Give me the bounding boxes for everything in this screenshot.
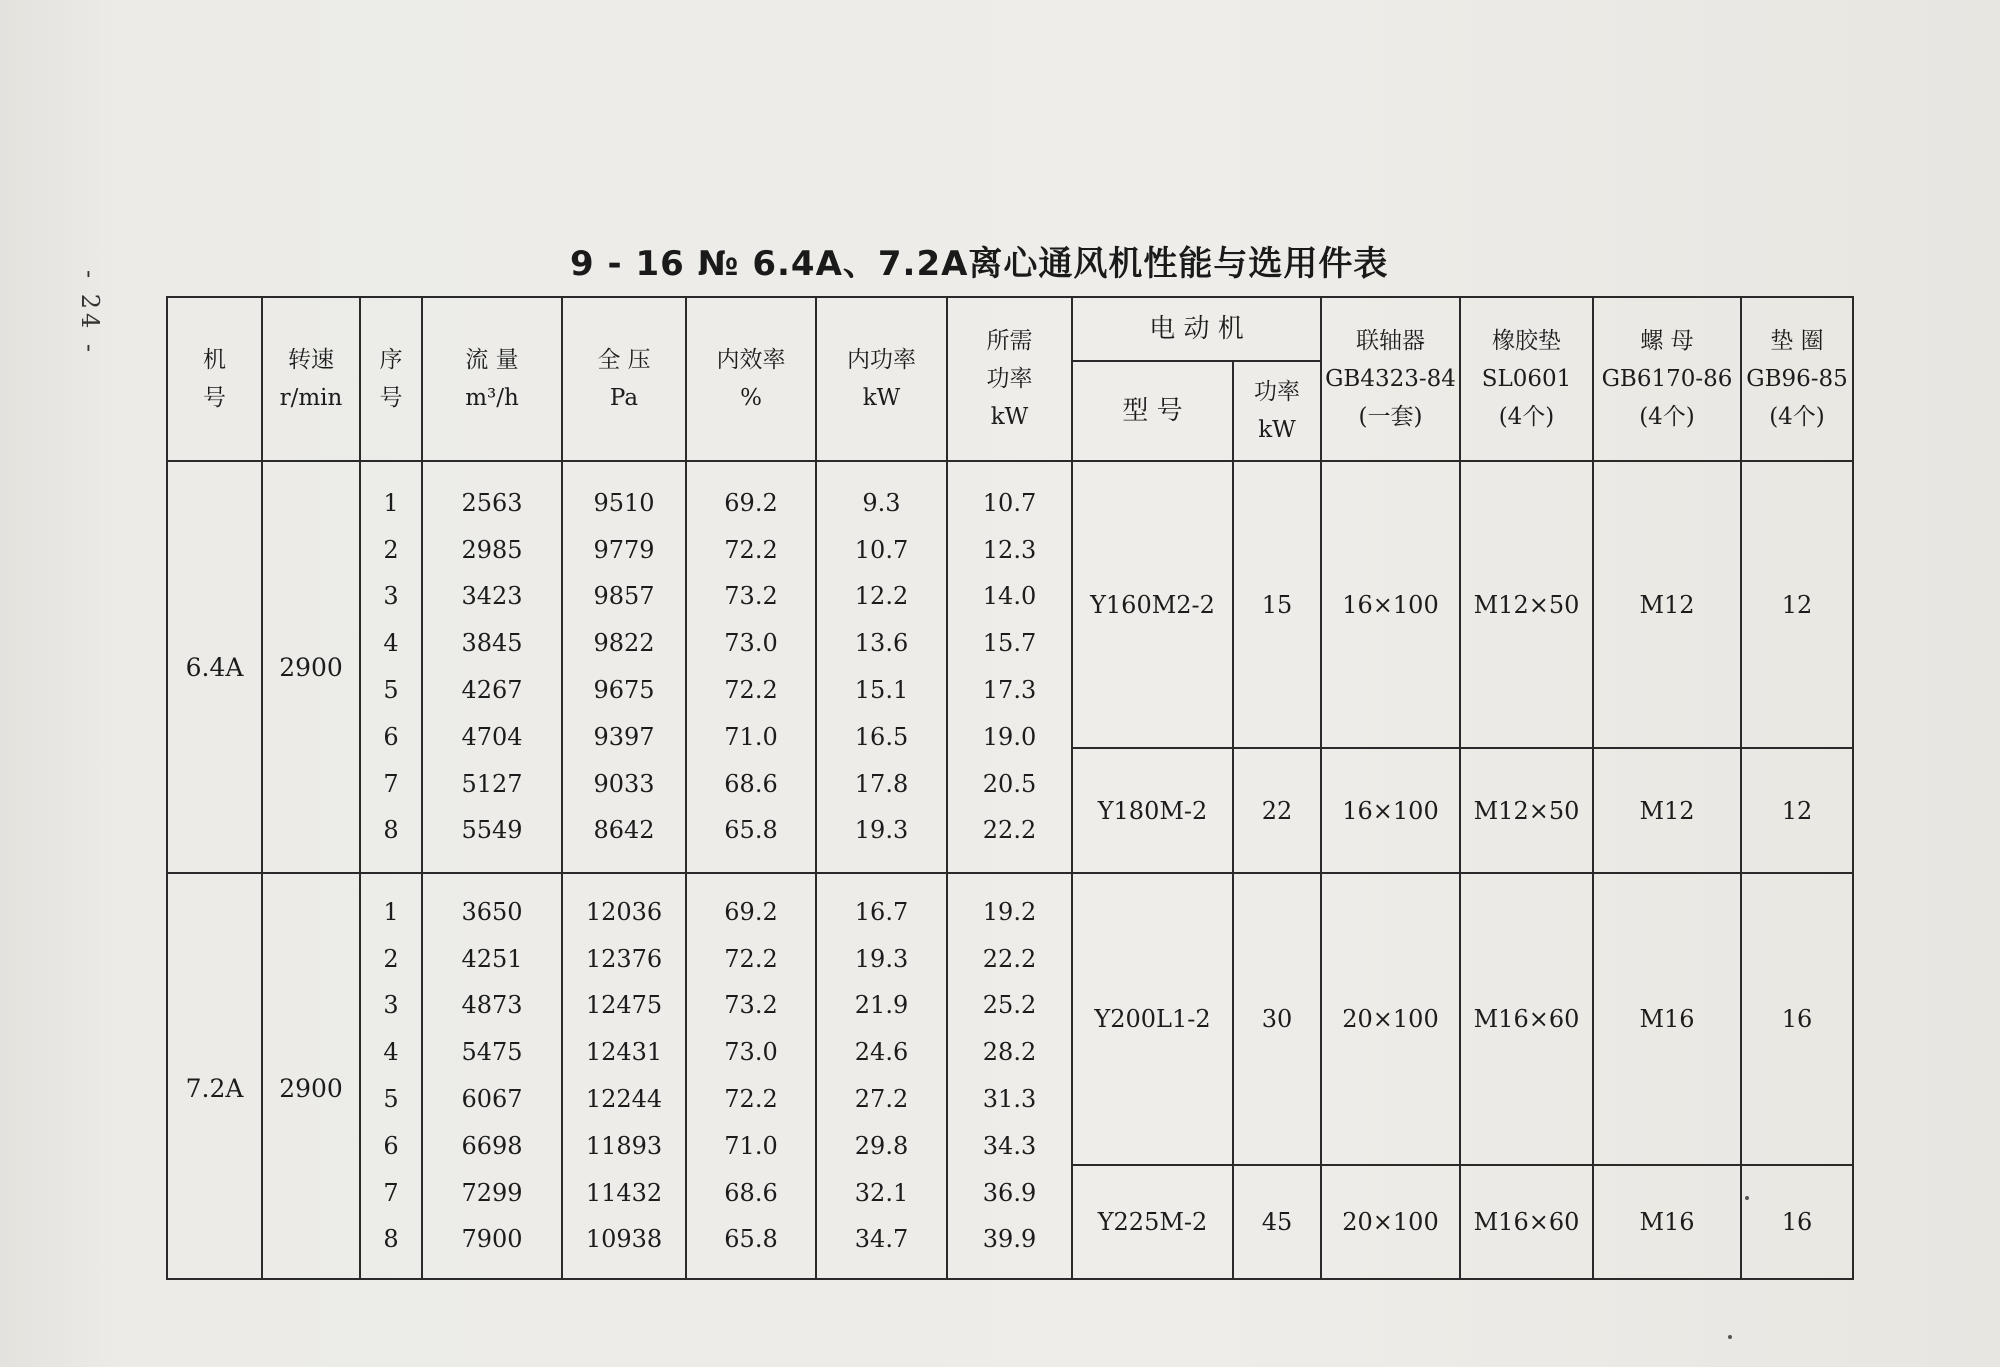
- coupling-cell: 16×100: [1321, 461, 1460, 748]
- motor-model-cell: Y160M2-2: [1072, 461, 1233, 748]
- header-inner-power: 内功率 kW: [816, 297, 947, 461]
- pad-cell: M12×50: [1460, 461, 1593, 748]
- group-row: [167, 461, 1853, 748]
- coupling-cell: 16×100: [1321, 748, 1460, 873]
- motor-power-cell: 22: [1233, 748, 1321, 873]
- washer-cell: 16: [1741, 873, 1853, 1165]
- header-motor-power: 功率 kW: [1233, 361, 1321, 461]
- header-motor: 电 动 机: [1072, 297, 1321, 361]
- nut-cell: M16: [1593, 1165, 1741, 1279]
- motor-model-cell: Y180M-2: [1072, 748, 1233, 873]
- nut-cell: M12: [1593, 461, 1741, 748]
- washer-cell: 12: [1741, 748, 1853, 873]
- coupling-cell: 20×100: [1321, 873, 1460, 1165]
- nut-cell: M12: [1593, 748, 1741, 873]
- motor-power-cell: 15: [1233, 461, 1321, 748]
- header-seq: 序 号: [360, 297, 422, 461]
- flow-column: 2563 2985 3423 3845 4267 4704 5127 5549: [422, 461, 562, 873]
- header-row: [167, 297, 1853, 361]
- speed-cell: 2900: [262, 461, 360, 873]
- pad-cell: M16×60: [1460, 873, 1593, 1165]
- motor-power-cell: 30: [1233, 873, 1321, 1165]
- motor-model-cell: Y225M-2: [1072, 1165, 1233, 1279]
- washer-cell: 12: [1741, 461, 1853, 748]
- inner-eff-column: 69.2 72.2 73.2 73.0 72.2 71.0 68.6 65.8: [686, 461, 816, 873]
- speed-cell: 2900: [262, 873, 360, 1279]
- header-inner-eff: 内效率 %: [686, 297, 816, 461]
- req-power-column: 10.7 12.3 14.0 15.7 17.3 19.0 20.5 22.2: [947, 461, 1072, 873]
- machine-cell: 7.2A: [167, 873, 262, 1279]
- nut-cell: M16: [1593, 873, 1741, 1165]
- header-coupling: 联轴器 GB4323-84 (一套): [1321, 297, 1460, 461]
- pad-cell: M12×50: [1460, 748, 1593, 873]
- inner-eff-column: 69.2 72.2 73.2 73.0 72.2 71.0 68.6 65.8: [686, 873, 816, 1279]
- header-nut: 螺 母 GB6170-86 (4个): [1593, 297, 1741, 461]
- header-flow: 流 量 m³/h: [422, 297, 562, 461]
- seq-column: 1 2 3 4 5 6 7 8: [360, 461, 422, 873]
- header-pad: 橡胶垫 SL0601 (4个): [1460, 297, 1593, 461]
- flow-column: 3650 4251 4873 5475 6067 6698 7299 7900: [422, 873, 562, 1279]
- coupling-cell: 20×100: [1321, 1165, 1460, 1279]
- pad-cell: M16×60: [1460, 1165, 1593, 1279]
- washer-cell: 16: [1741, 1165, 1853, 1279]
- pressure-column: 12036 12376 12475 12431 12244 11893 11432 10938: [562, 873, 686, 1279]
- performance-table: [166, 296, 1854, 1280]
- paper-speck: [1728, 1335, 1732, 1339]
- header-req-power: 所需 功率 kW: [947, 297, 1072, 461]
- table-title: 9 - 16 № 6.4A、7.2A离心通风机性能与选用件表: [570, 244, 1389, 284]
- header-motor-model: 型 号: [1072, 361, 1233, 461]
- group-row: [167, 873, 1853, 1165]
- header-machine: 机 号: [167, 297, 262, 461]
- req-power-column: 19.2 22.2 25.2 28.2 31.3 34.3 36.9 39.9: [947, 873, 1072, 1279]
- header-speed: 转速 r/min: [262, 297, 360, 461]
- header-pressure: 全 压 Pa: [562, 297, 686, 461]
- motor-model-cell: Y200L1-2: [1072, 873, 1233, 1165]
- seq-column: 1 2 3 4 5 6 7 8: [360, 873, 422, 1279]
- header-washer: 垫 圈 GB96-85 (4个): [1741, 297, 1853, 461]
- motor-power-cell: 45: [1233, 1165, 1321, 1279]
- inner-power-column: 9.3 10.7 12.2 13.6 15.1 16.5 17.8 19.3: [816, 461, 947, 873]
- inner-power-column: 16.7 19.3 21.9 24.6 27.2 29.8 32.1 34.7: [816, 873, 947, 1279]
- pressure-column: 9510 9779 9857 9822 9675 9397 9033 8642: [562, 461, 686, 873]
- machine-cell: 6.4A: [167, 461, 262, 873]
- paper-speck: [1745, 1196, 1749, 1200]
- page-number: - 24 -: [76, 270, 104, 357]
